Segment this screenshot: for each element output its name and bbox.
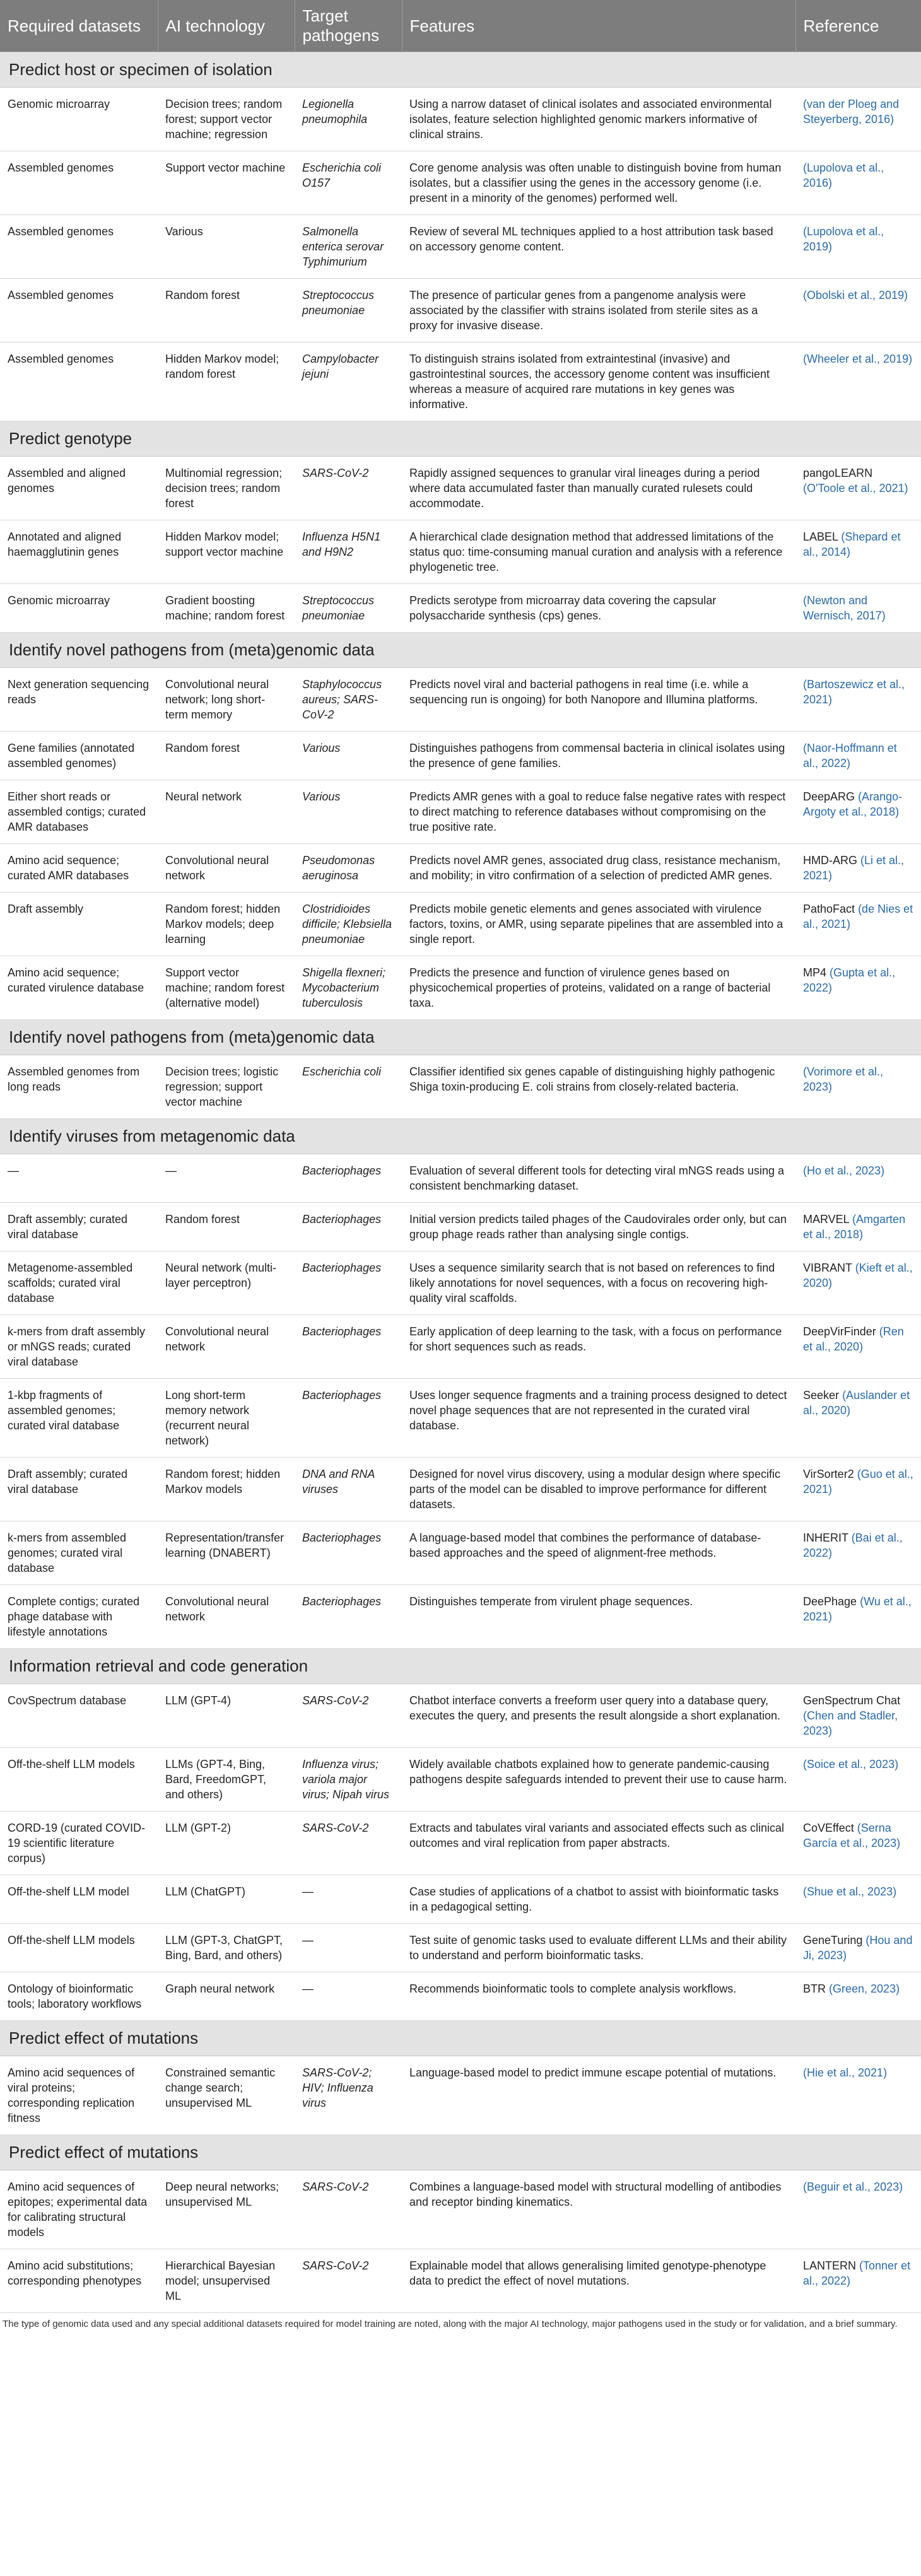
citation-link[interactable]: (Wu et al., 2021) [803,1595,912,1623]
cell-reference [795,279,921,342]
cell-ai-technology: Random forest [158,1203,295,1251]
cell-features: Uses a sequence similarity search that is not based on references to find likely annotations for novel sequences, with a focus on recovering high-quality viral scaffolds. [402,1251,795,1315]
table-row [0,1154,921,1203]
citation-link[interactable]: (Green, 2023) [829,1982,900,1995]
cell-reference [795,1684,921,1748]
cell-target-pathogens: Streptococcus pneumoniae [295,584,402,633]
cell-ai-technology: LLM (GPT-4) [158,1684,295,1748]
tool-name: BTR [803,1982,826,1995]
cell-target-pathogens: Escherichia coli O157 [295,151,402,215]
cell-reference [795,668,921,732]
tool-name: CoVEffect [803,1822,854,1834]
cell-datasets: k-mers from assembled genomes; curated viral database [0,1521,158,1585]
table-row [0,1251,921,1315]
cell-features: Explainable model that allows generalising limited genotype-phenotype data to predict the effect of novel mutations. [402,2249,795,2313]
citation-link[interactable]: (Tonner et al., 2022) [803,2259,911,2287]
table-row [0,956,921,1020]
table-row [0,215,921,279]
cell-features: Evaluation of several different tools for detecting viral mNGS reads using a consistent benchmarking dataset. [402,1154,795,1203]
cell-reference [795,1972,921,2021]
cell-target-pathogens: SARS-CoV-2 [295,457,402,520]
cell-datasets: Off-the-shelf LLM model [0,1875,158,1924]
cell-target-pathogens: SARS-CoV-2 [295,2170,402,2249]
cell-ai-technology: Neural network [158,780,295,844]
cell-reference [795,342,921,421]
table-row [0,342,921,421]
citation-link[interactable]: (Newton and Wernisch, 2017) [803,594,886,622]
cell-ai-technology: Random forest; hidden Markov models; deep learning [158,893,295,956]
cell-features: Designed for novel virus discovery, using a modular design where specific parts of the model can be disabled to improve performance for different datasets. [402,1458,795,1521]
cell-datasets: Off-the-shelf LLM models [0,1748,158,1812]
cell-target-pathogens: SARS-CoV-2 [295,1812,402,1875]
cell-features: Classifier identified six genes capable of distinguishing highly pathogenic Shiga toxin-producing E. coli strains from closely-related bacteria. [402,1055,795,1119]
table-row [0,151,921,215]
header-reference: Reference [795,0,921,52]
cell-datasets: Complete contigs; curated phage database with lifestyle annotations [0,1585,158,1649]
cell-ai-technology: Representation/transfer learning (DNABERT) [158,1521,295,1585]
section-header [0,2135,921,2170]
citation-link[interactable]: (Bai et al., 2022) [803,1531,903,1559]
table-row [0,844,921,893]
table-row [0,668,921,732]
cell-target-pathogens: Pseudomonas aeruginosa [295,844,402,893]
cell-ai-technology: Deep neural networks; unsupervised ML [158,2170,295,2249]
table-row [0,457,921,520]
cell-features: Uses longer sequence fragments and a training process designed to detect novel phage sequences that are not represented in the curated viral database. [402,1379,795,1458]
tool-name: LABEL [803,530,838,543]
section-title: Predict effect of mutations [0,2135,921,2170]
table-row [0,584,921,633]
citation-link[interactable]: (Hou and Ji, 2023) [803,1934,913,1962]
section-title: Predict host or specimen of isolation [0,52,921,88]
cell-datasets: k-mers from draft assembly or mNGS reads; curated viral database [0,1315,158,1379]
table-row [0,279,921,342]
cell-target-pathogens: — [295,1924,402,1972]
cell-ai-technology: Convolutional neural network [158,1585,295,1649]
citation-link[interactable]: (Shepard et al., 2014) [803,530,901,558]
cell-features: Using a narrow dataset of clinical isolates and associated environmental isolates, feature selection highlighted genomic markers informative of clinical strains. [402,88,795,151]
cell-features: Predicts the presence and function of virulence genes based on physicochemical properties of proteins, validated on a range of bacterial taxa. [402,956,795,1020]
cell-datasets: CovSpectrum database [0,1684,158,1748]
cell-ai-technology: Convolutional neural network [158,844,295,893]
cell-ai-technology: Random forest [158,279,295,342]
cell-datasets: Draft assembly; curated viral database [0,1203,158,1251]
cell-features: Combines a language-based model with structural modelling of antibodies and receptor binding kinematics. [402,2170,795,2249]
table-row [0,2056,921,2135]
cell-features: Distinguishes pathogens from commensal bacteria in clinical isolates using the presence of gene families. [402,732,795,780]
cell-datasets: Assembled genomes [0,215,158,279]
cell-ai-technology: Convolutional neural network; long short-term memory [158,668,295,732]
cell-ai-technology: — [158,1154,295,1203]
citation-link[interactable]: (O'Toole et al., 2021) [803,482,908,495]
cell-ai-technology: Decision trees; logistic regression; support vector machine [158,1055,295,1119]
cell-datasets: Amino acid substitutions; corresponding phenotypes [0,2249,158,2313]
cell-features: Review of several ML techniques applied to a host attribution task based on accessory genome content. [402,215,795,279]
cell-features: Test suite of genomic tasks used to evaluate different LLMs and their ability to understand and perform bioinformatic tasks. [402,1924,795,1972]
cell-ai-technology: Random forest; hidden Markov models [158,1458,295,1521]
cell-features: Predicts novel AMR genes, associated drug class, resistance mechanism, and mobility; in vitro confirmation of a selection of predicted AMR genes. [402,844,795,893]
citation-link[interactable]: (de Nies et al., 2021) [803,903,913,930]
table-footnote: The type of genomic data used and any special additional datasets required for model training are noted, along with the major AI technology, major pathogens used in the study or for validation, and a brief summary. [3,2319,898,2329]
cell-datasets: Draft assembly [0,893,158,956]
cell-reference [795,1585,921,1649]
cell-datasets: Amino acid sequences of viral proteins; corresponding replication fitness [0,2056,158,2135]
cell-features: Widely available chatbots explained how to generate pandemic-causing pathogens despite safeguards intended to prevent their use to cause harm. [402,1748,795,1812]
cell-datasets: Assembled genomes [0,279,158,342]
section-title: Identify viruses from metagenomic data [0,1119,921,1154]
cell-ai-technology: Various [158,215,295,279]
citation-link[interactable]: (Soice et al., 2023) [803,1758,899,1771]
cell-features: Predicts AMR genes with a goal to reduce false negative rates with respect to direct matching to reference databases without compromising on the true positive rate. [402,780,795,844]
section-title: Predict genotype [0,421,921,457]
cell-datasets: Off-the-shelf LLM models [0,1924,158,1972]
cell-datasets: Genomic microarray [0,88,158,151]
cell-reference [795,1924,921,1972]
cell-target-pathogens: Clostridioides difficile; Klebsiella pneumoniae [295,893,402,956]
cell-datasets: Either short reads or assembled contigs; curated AMR databases [0,780,158,844]
cell-ai-technology: LLM (GPT-3, ChatGPT, Bing, Bard, and others) [158,1924,295,1972]
cell-features: Distinguishes temperate from virulent phage sequences. [402,1585,795,1649]
cell-features: Chatbot interface converts a freeform user query into a database query, executes the query, and presents the result alongside a short explanation. [402,1684,795,1748]
citation-link[interactable]: (Beguir et al., 2023) [803,2181,903,2193]
cell-target-pathogens: DNA and RNA viruses [295,1458,402,1521]
cell-reference [795,2170,921,2249]
citation-link[interactable]: (Chen and Stadler, 2023) [803,1709,898,1737]
table-row [0,88,921,151]
header-target-pathogens: Target pathogens [295,0,402,52]
header-features: Features [402,0,795,52]
table-row [0,1684,921,1748]
cell-ai-technology: LLMs (GPT-4, Bing, Bard, FreedomGPT, and others) [158,1748,295,1812]
citation-link[interactable]: (Obolski et al., 2019) [803,289,908,302]
citation-link[interactable]: (Hie et al., 2021) [803,2066,888,2079]
citation-link[interactable]: (Guo et al., 2021) [803,1468,913,1496]
cell-reference [795,732,921,780]
citation-link[interactable]: (Vorimore et al., 2023) [803,1065,884,1093]
cell-target-pathogens: SARS-CoV-2; HIV; Influenza virus [295,2056,402,2135]
table-row [0,1812,921,1875]
tool-name: VIBRANT [803,1262,852,1274]
cell-reference [795,1748,921,1812]
tool-name: GeneTuring [803,1934,863,1947]
section-header [0,1020,921,1055]
cell-datasets: Amino acid sequences of epitopes; experimental data for calibrating structural models [0,2170,158,2249]
tool-name: DeePhage [803,1595,857,1608]
table-row [0,1521,921,1585]
cell-datasets: CORD-19 (curated COVID-19 scientific literature corpus) [0,1812,158,1875]
citation-link[interactable]: (Naor-Hoffmann et al., 2022) [803,742,897,770]
cell-features: Core genome analysis was often unable to distinguish bovine from human isolates, but a classifier using the genes in the accessory genome (i.e. present in a minority of the genomes) performed well. [402,151,795,215]
cell-target-pathogens: Bacteriophages [295,1154,402,1203]
tool-name: DeepARG [803,790,855,803]
tool-name: VirSorter2 [803,1468,854,1480]
cell-features: Initial version predicts tailed phages of the Caudovirales order only, but can group phage reads rather than analysing single contigs. [402,1203,795,1251]
section-header [0,1119,921,1154]
cell-ai-technology: LLM (GPT-2) [158,1812,295,1875]
cell-ai-technology: Graph neural network [158,1972,295,2021]
cell-target-pathogens: Various [295,780,402,844]
table-row [0,1748,921,1812]
table-row [0,1924,921,1972]
citation-link[interactable]: (Amgarten et al., 2018) [803,1213,906,1241]
header-row [0,0,921,52]
cell-target-pathogens: Influenza H5N1 and H9N2 [295,520,402,584]
cell-features: Rapidly assigned sequences to granular viral lineages during a period where data accumulated faster than manually curated rulesets could accommodate. [402,457,795,520]
table-row [0,732,921,780]
cell-reference [795,1812,921,1875]
cell-target-pathogens: Legionella pneumophila [295,88,402,151]
cell-datasets: Assembled and aligned genomes [0,457,158,520]
cell-features: Predicts novel viral and bacterial pathogens in real time (i.e. while a sequencing run is ongoing) for both Nanopore and Illumina platforms. [402,668,795,732]
cell-ai-technology: Decision trees; random forest; support vector machine; regression [158,88,295,151]
cell-target-pathogens: Various [295,732,402,780]
citation-link[interactable]: (Ren et al., 2020) [803,1325,904,1353]
cell-reference [795,151,921,215]
tool-name: PathoFact [803,903,855,915]
section-title: Identify novel pathogens from (meta)genomic data [0,1020,921,1055]
section-header [0,52,921,88]
citation-link[interactable]: (Auslander et al., 2020) [803,1389,910,1417]
cell-reference [795,1458,921,1521]
section-header [0,2021,921,2056]
citation-link[interactable]: (Shue et al., 2023) [803,1885,897,1898]
cell-ai-technology: Support vector machine [158,151,295,215]
cell-ai-technology: Convolutional neural network [158,1315,295,1379]
cell-datasets: Amino acid sequence; curated AMR databases [0,844,158,893]
cell-ai-technology: Long short-term memory network (recurrent neural network) [158,1379,295,1458]
section-title: Information retrieval and code generation [0,1649,921,1684]
citation-link[interactable]: (Kieft et al., 2020) [803,1262,913,1289]
cell-datasets: Draft assembly; curated viral database [0,1458,158,1521]
cell-target-pathogens: Bacteriophages [295,1315,402,1379]
cell-target-pathogens: — [295,1875,402,1924]
cell-target-pathogens: Campylobacter jejuni [295,342,402,421]
table-row [0,1875,921,1924]
cell-datasets: 1-kbp fragments of assembled genomes; curated viral database [0,1379,158,1458]
table-row [0,1972,921,2021]
cell-reference [795,1154,921,1203]
cell-features: Extracts and tabulates viral variants and associated effects such as clinical outcomes and viral replication from paper abstracts. [402,1812,795,1875]
section-header [0,421,921,457]
cell-features: Language-based model to predict immune escape potential of mutations. [402,2056,795,2135]
citation-link[interactable]: (Ho et al., 2023) [803,1164,885,1177]
section-title: Identify novel pathogens from (meta)genomic data [0,633,921,668]
tool-name: DeepVirFinder [803,1325,876,1338]
cell-target-pathogens: Shigella flexneri; Mycobacterium tuberculosis [295,956,402,1020]
cell-target-pathogens: SARS-CoV-2 [295,1684,402,1748]
cell-reference [795,88,921,151]
cell-datasets: Next generation sequencing reads [0,668,158,732]
cell-features: Predicts serotype from microarray data covering the capsular polysaccharide synthesis (cps) genes. [402,584,795,633]
cell-reference [795,1315,921,1379]
tool-name: MARVEL [803,1213,850,1226]
cell-datasets: — [0,1154,158,1203]
cell-datasets: Annotated and aligned haemagglutinin genes [0,520,158,584]
citation-link[interactable]: (Lupolova et al., 2019) [803,225,884,253]
tool-name: INHERIT [803,1531,848,1544]
tool-name: HMD-ARG [803,854,857,867]
cell-datasets: Metagenome-assembled scaffolds; curated viral database [0,1251,158,1315]
cell-target-pathogens: Escherichia coli [295,1055,402,1119]
section-header [0,633,921,668]
cell-ai-technology: Multinomial regression; decision trees; random forest [158,457,295,520]
cell-reference [795,1055,921,1119]
table-row [0,2249,921,2313]
table-row [0,520,921,584]
table-row [0,1055,921,1119]
cell-reference [795,2249,921,2313]
cell-ai-technology: Hidden Markov model; support vector machine [158,520,295,584]
cell-datasets: Assembled genomes [0,151,158,215]
table-row [0,780,921,844]
table-body [0,52,921,2313]
table-row [0,1585,921,1649]
cell-ai-technology: Gradient boosting machine; random forest [158,584,295,633]
citation-link[interactable]: (Serna García et al., 2023) [803,1822,901,1849]
cell-target-pathogens: Bacteriophages [295,1585,402,1649]
table-row [0,1458,921,1521]
cell-target-pathogens: Bacteriophages [295,1521,402,1585]
tool-name: LANTERN [803,2259,857,2272]
citation-link[interactable]: (van der Ploeg and Steyerberg, 2016) [803,98,900,126]
tool-name: MP4 [803,966,827,979]
citation-link[interactable]: (Gupta et al., 2022) [803,966,896,994]
cell-reference [795,584,921,633]
cell-reference [795,893,921,956]
cell-reference [795,215,921,279]
cell-target-pathogens: SARS-CoV-2 [295,2249,402,2313]
cell-reference [795,844,921,893]
cell-ai-technology: Random forest [158,732,295,780]
cell-target-pathogens: — [295,1972,402,2021]
cell-ai-technology: Hierarchical Bayesian model; unsupervised ML [158,2249,295,2313]
cell-reference [795,520,921,584]
cell-features: A hierarchical clade designation method that addressed limitations of the status quo: time-consuming manual curation and analysis with a reference phylogenetic tree. [402,520,795,584]
cell-datasets: Amino acid sequence; curated virulence database [0,956,158,1020]
cell-features: To distinguish strains isolated from extraintestinal (invasive) and gastrointestinal sources, the accessory genome content was insufficient whereas a measure of acquired rare mutations in key genes was informative. [402,342,795,421]
cell-ai-technology: Constrained semantic change search; unsupervised ML [158,2056,295,2135]
table-row [0,2170,921,2249]
table-row [0,1315,921,1379]
table-row [0,1379,921,1458]
cell-datasets: Assembled genomes [0,342,158,421]
cell-datasets: Assembled genomes from long reads [0,1055,158,1119]
section-header [0,1649,921,1684]
citation-link[interactable]: (Wheeler et al., 2019) [803,353,913,365]
cell-target-pathogens: Staphylococcus aureus; SARS-CoV-2 [295,668,402,732]
cell-target-pathogens: Streptococcus pneumoniae [295,279,402,342]
cell-reference [795,2056,921,2135]
section-title: Predict effect of mutations [0,2021,921,2056]
table-row [0,893,921,956]
cell-target-pathogens: Salmonella enterica serovar Typhimurium [295,215,402,279]
cell-ai-technology: LLM (ChatGPT) [158,1875,295,1924]
cell-datasets: Genomic microarray [0,584,158,633]
citation-link[interactable]: (Arango-Argoty et al., 2018) [803,790,903,818]
cell-target-pathogens: Bacteriophages [295,1379,402,1458]
cell-target-pathogens: Bacteriophages [295,1251,402,1315]
cell-reference [795,1379,921,1458]
header-ai-technology: AI technology [158,0,295,52]
cell-target-pathogens: Bacteriophages [295,1203,402,1251]
cell-datasets: Ontology of bioinformatic tools; laboratory workflows [0,1972,158,2021]
citation-link[interactable]: (Lupolova et al., 2016) [803,161,884,189]
cell-features: Early application of deep learning to the task, with a focus on performance for short sequences such as reads. [402,1315,795,1379]
cell-ai-technology: Hidden Markov model; random forest [158,342,295,421]
tool-name: Seeker [803,1389,840,1402]
cell-reference [795,1251,921,1315]
cell-ai-technology: Support vector machine; random forest (alternative model) [158,956,295,1020]
cell-reference [795,1521,921,1585]
cell-target-pathogens: Influenza virus; variola major virus; Nipah virus [295,1748,402,1812]
cell-features: The presence of particular genes from a pangenome analysis were associated by the classifier with strains isolated from sterile sites as a proxy for invasive disease. [402,279,795,342]
cell-datasets: Gene families (annotated assembled genomes) [0,732,158,780]
cell-features: Predicts mobile genetic elements and genes associated with virulence factors, toxins, or AMR, using separate pipelines that are assembled into a single report. [402,893,795,956]
cell-ai-technology: Neural network (multi-layer perceptron) [158,1251,295,1315]
cell-features: A language-based model that combines the performance of database-based approaches and the speed of alignment-free methods. [402,1521,795,1585]
cell-reference [795,1203,921,1251]
cell-reference [795,780,921,844]
citation-link[interactable]: (Bartoszewicz et al., 2021) [803,678,905,706]
cell-reference [795,457,921,520]
table-row [0,1203,921,1251]
cell-features: Case studies of applications of a chatbot to assist with bioinformatic tasks in a pedagogical setting. [402,1875,795,1924]
tool-name: GenSpectrum Chat [803,1694,901,1707]
header-required-datasets: Required datasets [0,0,158,52]
tool-name: pangoLEARN [803,467,873,479]
cell-features: Recommends bioinformatic tools to complete analysis workflows. [402,1972,795,2021]
cell-reference [795,956,921,1020]
citation-link[interactable]: (Li et al., 2021) [803,854,905,882]
cell-reference [795,1875,921,1924]
